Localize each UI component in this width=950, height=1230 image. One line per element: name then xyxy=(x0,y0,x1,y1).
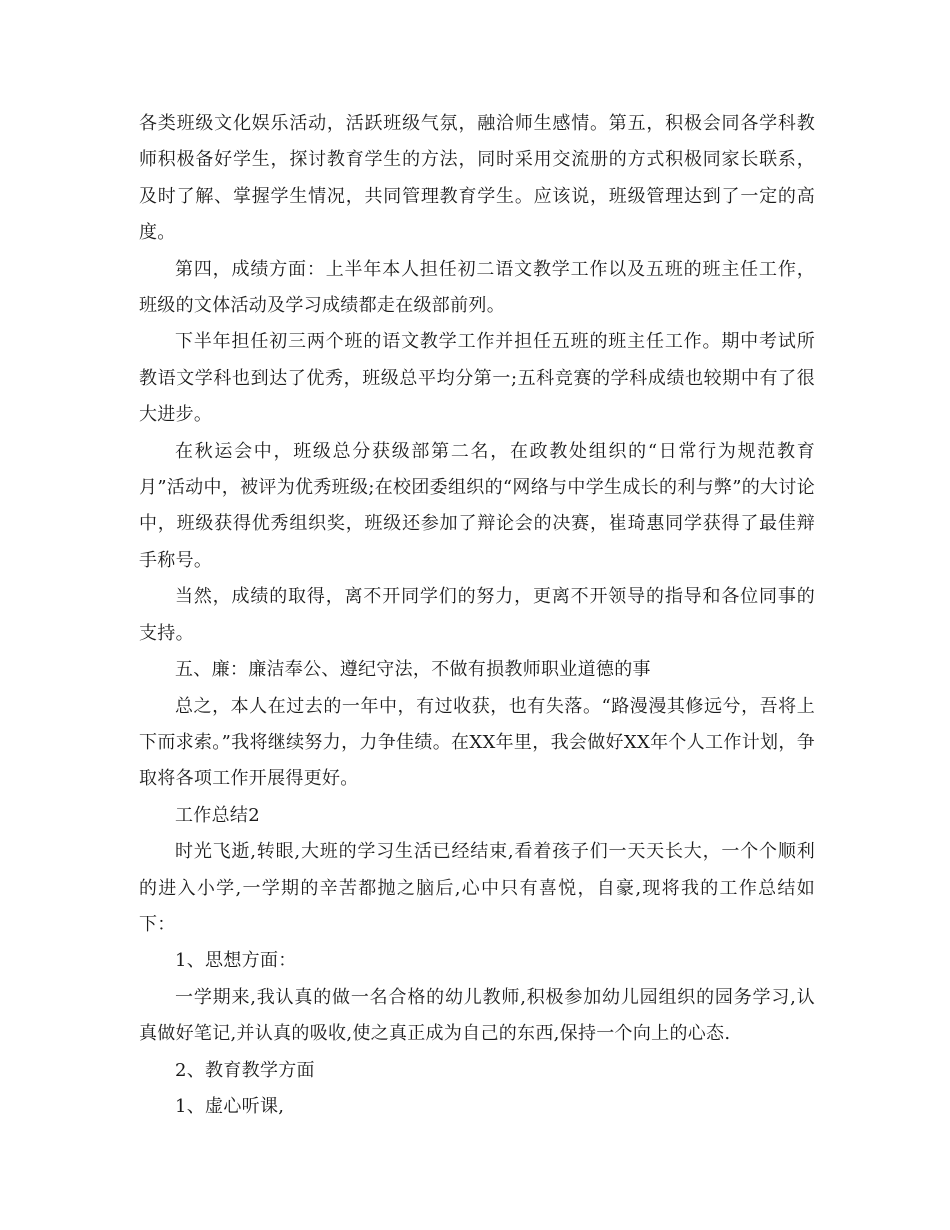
paragraph-integrity: 五、廉：廉洁奉公、遵纪守法，不做有损教师职业道德的事 xyxy=(175,659,651,681)
heading-thought-aspect: 1、思想方面： xyxy=(175,950,297,972)
paragraph-conclusion: 总之，本人在过去的一年中，有过收获，也有失落。“路漫漫其修远兮，吾将上下而求索。”我将继续努力，力争佳绩。在XX年里，我会做好XX年个人工作计划，争取将各项工作开展得更好。 xyxy=(139,695,815,790)
paragraph-autumn-sports: 在秋运会中，班级总分获级部第二名，在政教处组织的“日常行为规范教育月”活动中，被评为优秀班级;在校团委组织的“网络与中学生成长的利与弊”的大讨论中，班级获得优秀组织奖，班级还参加了辩论会的决赛，崔琦惠同学获得了最佳辩手称号。 xyxy=(139,440,815,571)
paragraph-achievements-second-half: 下半年担任初三两个班的语文教学工作并担任五班的班主任工作。期中考试所教语文学科也到达了优秀，班级总平均分第一;五科竞赛的学科成绩也较期中有了很大进步。 xyxy=(139,331,815,426)
paragraph-thanks: 当然，成绩的取得，离不开同学们的努力，更离不开领导的指导和各位同事的支持。 xyxy=(139,586,815,644)
heading-teaching-aspect: 2、教育教学方面 xyxy=(175,1059,315,1081)
paragraph-time-flies: 时光飞逝,转眼,大班的学习生活已经结束,看着孩子们一天天长大，一个个顺利的进入小学,一学期的辛苦都抛之脑后,心中只有喜悦，自豪,现将我的工作总结如下： xyxy=(139,841,815,935)
section-heading-summary-2: 工作总结2 xyxy=(175,804,260,826)
paragraph-thought-details: 一学期来,我认真的做一名合格的幼儿教师,积极参加幼儿园组织的园务学习,认真做好笔记,并认真的吸收,使之真正成为自己的东西,保持一个向上的心态. xyxy=(139,986,815,1045)
paragraph-class-activities: 各类班级文化娱乐活动，活跃班级气氛，融洽师生感情。第五，积极会同各学科教师积极备好学生，探讨教育学生的方法，同时采用交流册的方式积极同家长联系，及时了解、掌握学生情况，共同管理教育学生。应该说，班级管理达到了一定的高度。 xyxy=(139,113,815,244)
list-item-listen-lessons: 1、虚心听课, xyxy=(175,1095,285,1117)
document-page xyxy=(139,106,815,1125)
paragraph-achievements-first-half: 第四，成绩方面：上半年本人担任初二语文教学工作以及五班的班主任工作，班级的文体活动及学习成绩都走在级部前列。 xyxy=(139,258,815,317)
